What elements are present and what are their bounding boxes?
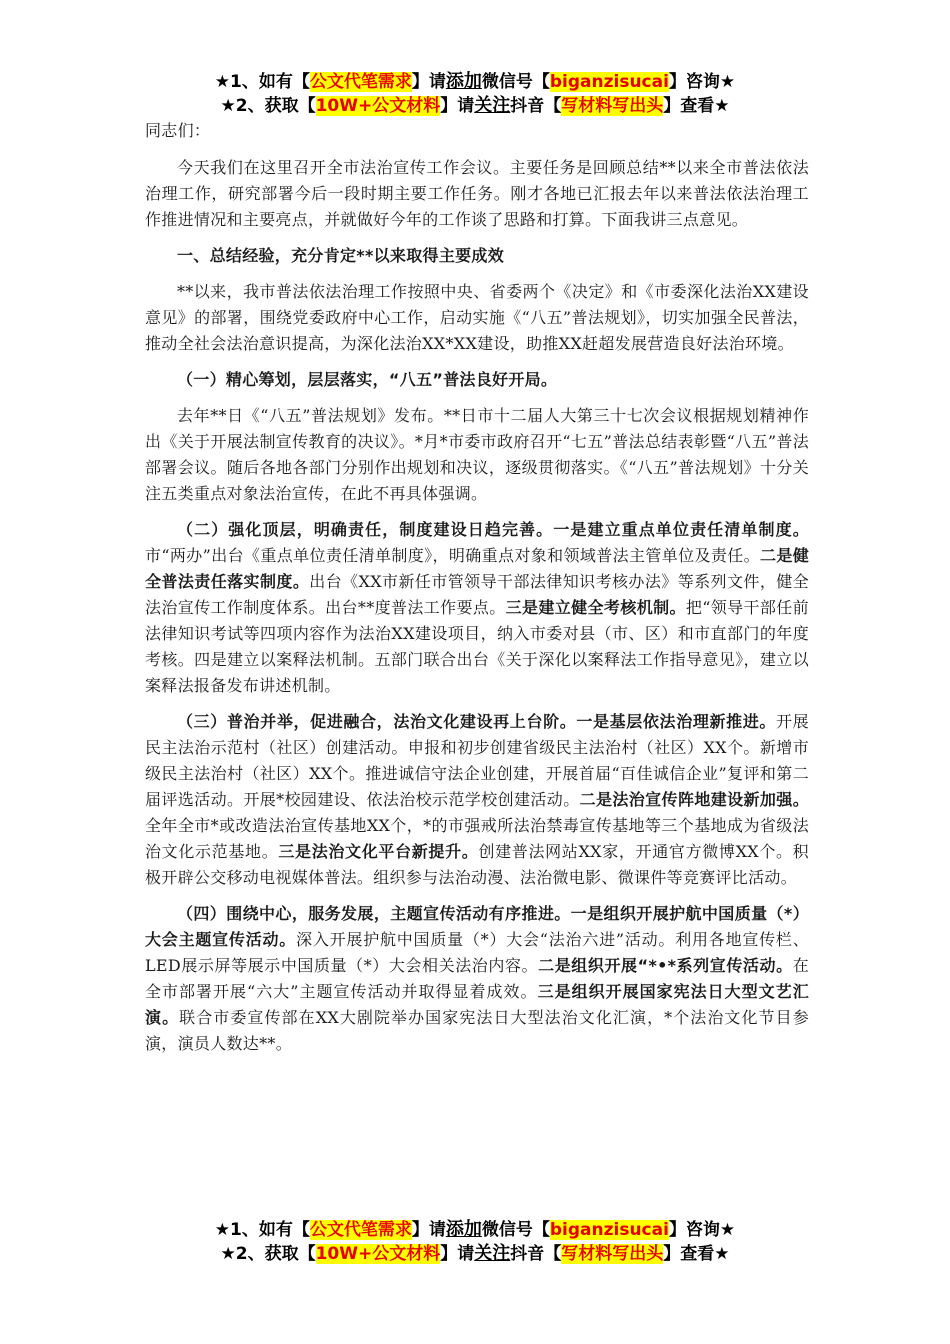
promo-highlight: 公文代笔需求 (309, 1220, 412, 1240)
body-text: 全年全市*或改造法治宣传基地XX个，*的市强戒所法治禁毒宣传基地等三个基地成为省级法治文化示范基地。 (145, 816, 809, 861)
promo-highlight: 10W+公文材料 (315, 96, 441, 116)
subsection-heading-1: （一）精心筹划，层层落实，“八五”普法良好开局。 (177, 370, 558, 389)
promo-text: ★2、获取【 (220, 1244, 316, 1264)
bold-lead: 二是法治宣传阵地建设新加强。 (579, 790, 809, 809)
promo-banner-top-line1 (0, 70, 950, 94)
promo-text: 微信号【 (481, 72, 550, 92)
subsection-3-paragraph (145, 709, 809, 891)
subsection-2-paragraph (145, 517, 809, 699)
bold-lead: 三是建立健全考核机制。 (505, 598, 686, 617)
promo-text: 】请 (411, 72, 446, 92)
promo-text: ★2、获取【 (220, 96, 316, 116)
promo-text: 抖音【 (510, 1244, 562, 1264)
subsection-4-paragraph (145, 901, 809, 1057)
promo-text: 】查看★ (663, 1244, 730, 1264)
promo-highlight: 10W+公文材料 (315, 1244, 441, 1264)
promo-text: 】请 (411, 1220, 446, 1240)
promo-underline: 关注 (474, 95, 511, 116)
body-text: 联合市委宣传部在XX大剧院举办国家宪法日大型法治文化汇演，*个法治文化节目参演，演员人数达**。 (145, 1008, 809, 1053)
promo-highlight: biganzisucai (549, 1220, 669, 1240)
body-text: 深入开展护航中国质量（*）大会“法治六进”活动。利用各地宣传栏、LED展示屏等展示中国质量（*）大会相关法治内容。 (145, 930, 810, 975)
bold-lead: （二）强化顶层，明确责任，制度建设日趋完善。一是建立重点单位责任清单制度。 (177, 520, 809, 539)
promo-text: 】咨询★ (668, 1220, 736, 1240)
promo-banner-top-line2 (0, 94, 950, 118)
body-text: 市“两办”出台《重点单位责任清单制度》，明确重点对象和领域普法主管单位及责任。 (145, 546, 760, 565)
promo-text: 抖音【 (510, 96, 562, 116)
promo-text: 】请 (440, 1244, 475, 1264)
promo-underline: 添加 (445, 71, 482, 92)
bold-lead: 三是法治文化平台新提升。 (278, 842, 479, 861)
body-text: 创建普法网站XX家，开通官方微博XX个。积极开辟公交移动电视媒体普法。组织参与法治动漫、法治微电影、微课件等竞赛评比活动。 (145, 842, 809, 887)
promo-underline: 关注 (474, 1243, 511, 1264)
promo-text: ★1、如有【 (214, 72, 310, 92)
bold-lead: （四）围绕中心，服务发展，主题宣传活动有序推进。一是组织开展护航中国质量（*）大会主题宣传活动。 (145, 904, 809, 949)
promo-text: 微信号【 (481, 1220, 550, 1240)
promo-highlight: 公文代笔需求 (309, 72, 412, 92)
promo-highlight: 写材料写出头 (561, 96, 664, 116)
promo-banner-bottom-line2 (0, 1242, 950, 1266)
bold-lead: 三是组织开展国家宪法日大型文艺汇演。 (145, 982, 809, 1027)
salutation: 同志们： (145, 121, 211, 140)
promo-text: 】咨询★ (668, 72, 736, 92)
section-1-paragraph: **以来，我市普法依法治理工作按照中央、省委两个《决定》和《市委深化法治XX建设意见》的部署，围绕党委政府中心工作，启动实施《“八五”普法规划》，切实加强全民普法，推动全社会法治意识提高，为深化法治XX*XX建设，助推XX赶超发展营造良好法治环境。 (145, 282, 809, 353)
bold-lead: （三）普治并举，促进融合，法治文化建设再上台阶。一是基层依法治理新推进。 (177, 712, 777, 731)
promo-highlight: biganzisucai (549, 72, 669, 92)
body-text: 在全市部署开展“六大”主题宣传活动并取得显着成效。 (145, 956, 809, 1001)
promo-highlight: 写材料写出头 (561, 1244, 664, 1264)
body-text: 出台《XX市新任市管领导干部法律知识考核办法》等系列文件，健全法治宣传工作制度体系。出台**度普法工作要点。 (145, 572, 809, 617)
body-text: 开展民主法治示范村（社区）创建活动。申报和初步创建省级民主法治村（社区）XX个。新增市级民主法治村（社区）XX个。推进诚信守法企业创建，开展首届“百佳诚信企业”复评和第二届评选活动。开展*校园建设、依法治校示范学校创建活动。 (145, 712, 809, 809)
intro-paragraph: 今天我们在这里召开全市法治宣传工作会议。主要任务是回顾总结**以来全市普法依法治理工作，研究部署今后一段时期主要工作任务。刚才各地已汇报去年以来普法依法治理工作推进情况和主要亮点，并就做好今年的工作谈了思路和打算。下面我讲三点意见。 (145, 158, 809, 229)
promo-text: 】请 (440, 96, 475, 116)
subsection-1-paragraph: 去年**日《“八五”普法规划》发布。**日市十二届人大第三十七次会议根据规划精神作出《关于开展法制宣传教育的决议》。*月*市委市政府召开“七五”普法总结表彰暨“八五”普法部署会议。随后各地各部门分别作出规划和决议，逐级贯彻落实。《“八五”普法规划》十分关注五类重点对象法治宣传，在此不再具体强调。 (145, 406, 809, 503)
document-body (145, 118, 809, 1067)
promo-text: ★1、如有【 (214, 1220, 310, 1240)
section-heading-1: 一、总结经验，充分肯定**以来取得主要成效 (177, 246, 505, 265)
promo-text: 】查看★ (663, 96, 730, 116)
promo-underline: 添加 (445, 1219, 482, 1240)
bold-lead: 二是健全普法责任落实制度。 (145, 546, 810, 591)
body-text: 把“领导干部任前法律知识考试等四项内容作为法治XX建设项目，纳入市委对县（市、区）和市直部门的年度考核。四是建立以案释法机制。五部门联合出台《关于深化以案释法工作指导意见》，建立以案释法报备发布讲述机制。 (145, 598, 809, 695)
promo-banner-bottom-line1 (0, 1218, 950, 1242)
bold-lead: 二是组织开展“*•*系列宣传活动。 (538, 956, 793, 975)
